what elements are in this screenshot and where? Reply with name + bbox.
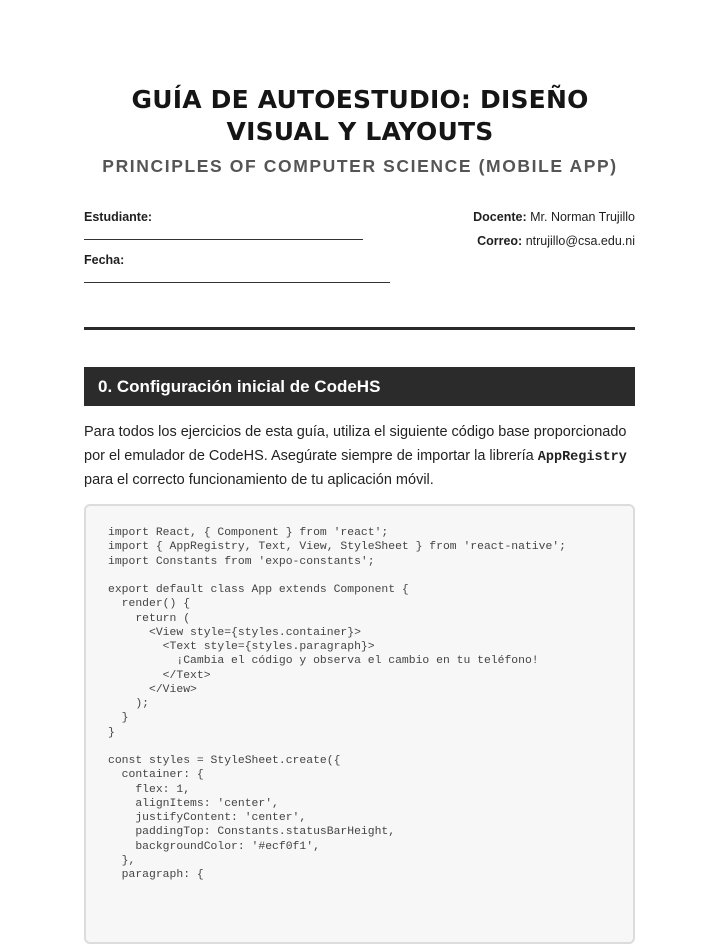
- code-line: <View style={styles.container}>: [108, 626, 361, 639]
- teacher-info: [473, 210, 635, 224]
- code-line: import { AppRegistry, Text, View, StyleSheet } from 'react-native';: [108, 541, 566, 554]
- email-label: Correo:: [477, 234, 523, 248]
- code-line: },: [108, 854, 136, 867]
- code-line: export default class App extends Component {: [108, 584, 409, 596]
- code-line: container: {: [108, 769, 204, 782]
- intro-paragraph: [84, 421, 644, 493]
- code-line: flex: 1,: [108, 783, 191, 796]
- email-value: ntrujillo@csa.edu.ni: [525, 234, 635, 248]
- code-line: backgroundColor: '#ecf0f1',: [108, 840, 320, 853]
- code-line: render() {: [108, 598, 191, 611]
- title-line-1: GUÍA DE AUTOESTUDIO: DISEÑO: [131, 85, 589, 114]
- paragraph-text-start: Para todos los ejercicios de esta guía, utiliza el siguiente código base proporcionado por el emulador de CodeHS. Asegúrate siempre de importar la librería: [84, 424, 627, 464]
- code-line: <Text style={styles.paragraph}>: [108, 641, 375, 653]
- student-label: Estudiante:: [84, 210, 153, 224]
- section-heading: 0. Configuración inicial de CodeHS: [84, 367, 635, 406]
- code-line: </Text>: [108, 669, 211, 682]
- library-name: AppRegistry: [537, 449, 627, 465]
- code-block: [84, 504, 635, 944]
- page-title: [60, 84, 660, 148]
- paragraph-text-end: para el correcto funcionamiento de tu aplicación móvil.: [84, 472, 434, 488]
- code-line: justifyContent: 'center',: [108, 812, 307, 824]
- code-line: import React, { Component } from 'react';: [108, 527, 389, 539]
- date-fill-line: [84, 282, 390, 283]
- code-line: }: [108, 726, 115, 739]
- teacher-value: Mr. Norman Trujillo: [530, 210, 635, 224]
- code-line: return (: [108, 612, 191, 625]
- student-fill-line: [84, 239, 363, 240]
- code-line: }: [108, 712, 129, 725]
- page-subtitle: PRINCIPLES OF COMPUTER SCIENCE (MOBILE APP): [102, 156, 618, 176]
- code-line: ¡Cambia el código y observa el cambio en tu teléfono!: [108, 655, 539, 668]
- header-divider: [84, 327, 635, 330]
- code-line: alignItems: 'center',: [108, 797, 279, 810]
- teacher-label: Docente:: [473, 210, 527, 224]
- code-line: </View>: [108, 683, 197, 696]
- date-label: Fecha:: [84, 253, 125, 267]
- code-line: paddingTop: Constants.statusBarHeight,: [108, 826, 396, 839]
- code-line: paragraph: {: [108, 869, 204, 881]
- code-line: );: [108, 698, 150, 710]
- code-line: import Constants from 'expo-constants';: [108, 555, 375, 568]
- email-info: [477, 234, 635, 248]
- title-line-2: VISUAL Y LAYOUTS: [226, 117, 494, 146]
- code-content: [108, 526, 566, 882]
- code-line: const styles = StyleSheet.create({: [108, 755, 341, 767]
